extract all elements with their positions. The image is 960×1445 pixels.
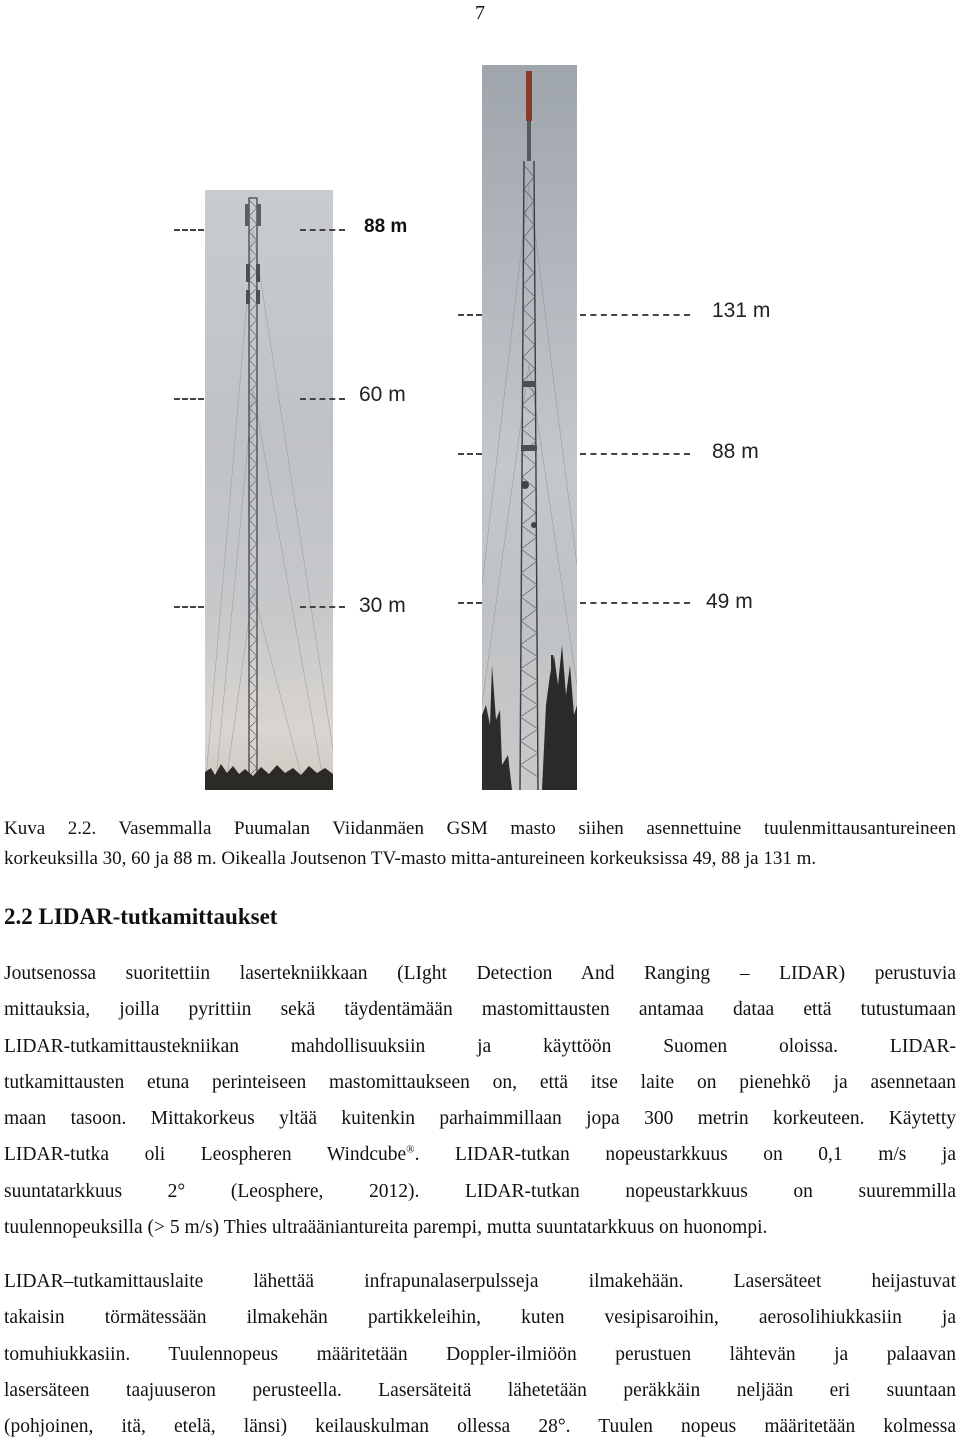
marker-line-left-88-b <box>300 229 345 231</box>
section-heading: 2.2 LIDAR-tutkamittaukset <box>4 904 278 929</box>
paragraph-line: tutkamittausten etuna perinteiseen mastomittaukseen on, että itse laite on pienehkö ja asennetaan <box>4 1071 956 1093</box>
paragraph-line: tomuhiukkasiin. Tuulennopeus määritetään Doppler-ilmiöön perustuen lähtevän ja palaavan <box>4 1343 956 1365</box>
paragraph-lidar-method <box>4 1264 956 1445</box>
right-mast-photo <box>482 65 577 790</box>
caption-line-2: korkeuksilla 30, 60 ja 88 m. Oikealla Joutsenon TV-masto mitta-antureineen korkeuksissa 49, 88 ja 131 m. <box>4 848 817 869</box>
marker-line-right-88-b <box>580 453 690 455</box>
marker-line-left-60-a <box>174 398 204 400</box>
paragraph-line: tuulennopeuksilla (> 5 m/s) Thies ultraääniantureita parempi, mutta suuntatarkkuus on huonompi. <box>4 1217 768 1239</box>
paragraph-line: (pohjoinen, itä, etelä, länsi) keilauskulman ollessa 28°. Tuulen nopeus määritetään kolmessa <box>4 1416 956 1438</box>
paragraph-line: mittauksia, joilla pyrittiin sekä täydentämään mastomittausten antamaa dataa että tutustumaan <box>4 999 956 1021</box>
registered-mark: ® <box>406 1143 415 1156</box>
page-number: 7 <box>475 2 485 24</box>
paragraph-line: Joutsenossa suoritettiin lasertekniikkaan (LIght Detection And Ranging – LIDAR) perustuvia <box>4 963 956 984</box>
marker-line-left-60-b <box>300 398 345 400</box>
marker-line-left-30-b <box>300 606 345 608</box>
paragraph-line: maan tasoon. Mittakorkeus yltää kuitenkin parhaimmillaan jopa 300 metrin korkeuteen. Käytetty <box>4 1108 956 1130</box>
marker-line-right-49-b <box>580 602 690 604</box>
left-mast-label-60: 60 m <box>359 383 406 406</box>
paragraph-line: suuntatarkkuus 2° (Leosphere, 2012). LIDAR-tutkan nopeustarkkuus on suuremmilla <box>4 1180 956 1202</box>
left-mast-label-30: 30 m <box>359 594 406 617</box>
paragraph-lidar-intro <box>4 956 956 1246</box>
right-mast-label-49: 49 m <box>706 590 753 613</box>
left-mast-label-88: 88 m <box>364 216 408 237</box>
paragraph-text: . LIDAR-tutkan nopeustarkkuus on 0,1 m/s ja <box>414 1144 956 1166</box>
marker-line-right-49-a <box>458 602 482 604</box>
right-mast-label-131: 131 m <box>712 299 771 322</box>
paragraph-line: takaisin törmätessään ilmakehän partikkeleihin, kuten vesipisaroihin, aerosolihiukkasiin ja <box>4 1307 956 1329</box>
right-mast-label-88: 88 m <box>712 440 759 463</box>
paragraph-line: LIDAR-tutkamittaustekniikan mahdollisuuksiin ja käyttöön Suomen oloissa. LIDAR- <box>4 1035 956 1057</box>
paragraph-line: lasersäteen taajuuseron perusteella. Lasersäteitä lähetetään peräkkäin neljään eri suuntaan <box>4 1379 956 1401</box>
marker-line-left-88-a <box>174 229 204 231</box>
marker-line-left-30-a <box>174 606 204 608</box>
marker-line-right-131-a <box>458 314 482 316</box>
paragraph-line: LIDAR–tutkamittauslaite lähettää infrapunalaserpulsseja ilmakehään. Lasersäteet heijastuvat <box>4 1271 956 1292</box>
marker-line-right-88-a <box>458 453 482 455</box>
caption-line-1: Kuva 2.2. Vasemmalla Puumalan Viidanmäen GSM masto siihen asennettuine tuulenmittausantureineen <box>4 818 956 839</box>
left-mast-photo <box>205 190 333 790</box>
figure-caption <box>4 814 956 874</box>
paragraph-line <box>4 1137 956 1173</box>
marker-line-right-131-b <box>580 314 690 316</box>
paragraph-text: LIDAR-tutka oli Leospheren Windcube <box>4 1144 407 1166</box>
